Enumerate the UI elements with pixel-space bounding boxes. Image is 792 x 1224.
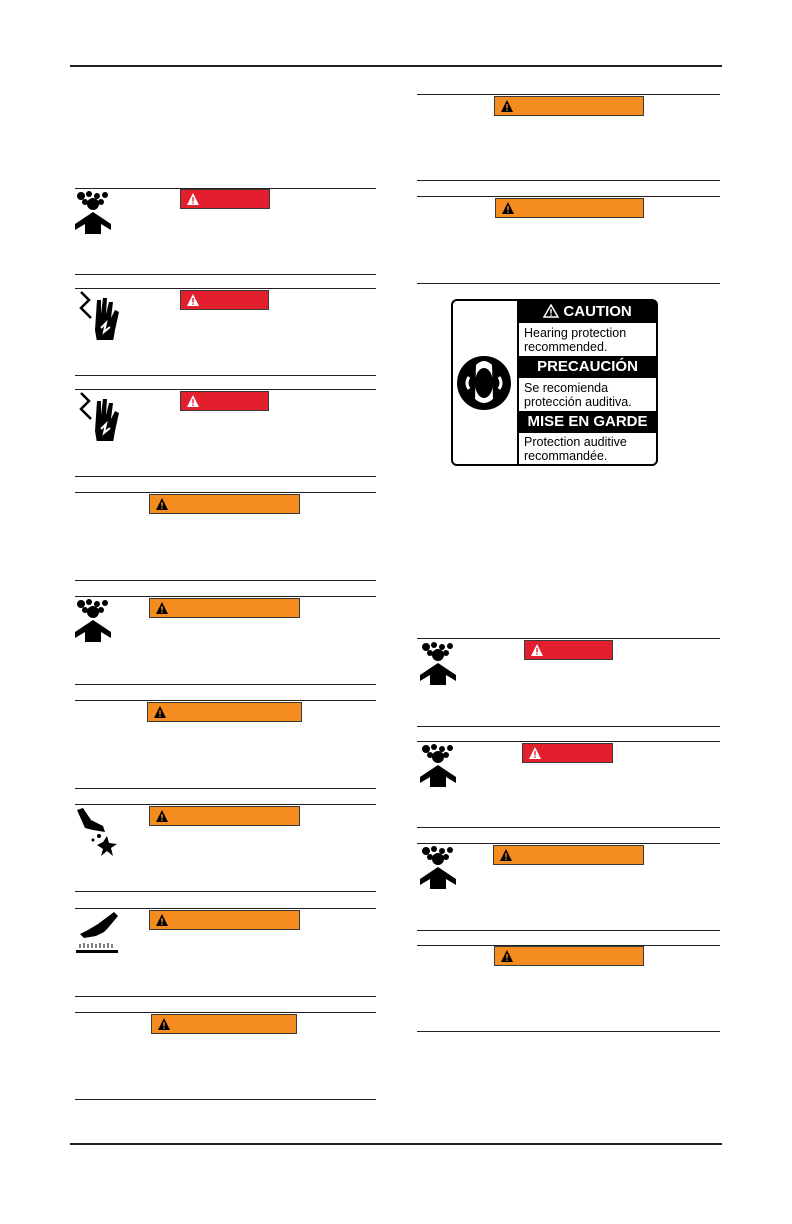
electric-shock-icon bbox=[75, 290, 121, 334]
danger-banner bbox=[180, 391, 269, 411]
precaucion-text-line: protección auditiva. bbox=[524, 395, 632, 409]
section-rule bbox=[417, 930, 720, 931]
section-rule bbox=[75, 389, 376, 390]
section-rule bbox=[75, 891, 376, 892]
hot-surface-icon bbox=[74, 910, 120, 956]
warning-triangle-icon bbox=[543, 304, 559, 318]
flying-debris-hand-icon bbox=[73, 806, 119, 862]
section-rule bbox=[75, 908, 376, 909]
warning-banner bbox=[149, 494, 300, 514]
section-rule bbox=[417, 180, 720, 181]
exhaust-fumes-icon bbox=[73, 190, 119, 234]
caution-text-line: Hearing protection bbox=[524, 326, 627, 340]
section-rule bbox=[75, 476, 376, 477]
precaucion-text bbox=[524, 381, 654, 409]
danger-banner bbox=[180, 290, 269, 310]
section-rule bbox=[417, 827, 720, 828]
section-rule bbox=[75, 596, 376, 597]
section-rule bbox=[75, 788, 376, 789]
mise-text bbox=[524, 435, 654, 463]
mise-text-line: Protection auditive bbox=[524, 435, 627, 449]
section-rule bbox=[417, 1031, 720, 1032]
section-rule bbox=[417, 638, 720, 639]
section-rule bbox=[75, 1099, 376, 1100]
section-rule bbox=[417, 843, 720, 844]
warning-banner bbox=[149, 806, 300, 826]
section-rule bbox=[417, 94, 720, 95]
section-rule bbox=[75, 684, 376, 685]
section-rule bbox=[75, 375, 376, 376]
exhaust-fumes-icon bbox=[418, 641, 464, 685]
label-text-panel bbox=[517, 301, 656, 464]
hearing-protection-label bbox=[451, 299, 658, 466]
warning-banner bbox=[494, 96, 644, 116]
section-rule bbox=[75, 1012, 376, 1013]
section-rule bbox=[75, 804, 376, 805]
header-rule bbox=[70, 65, 722, 67]
danger-banner bbox=[524, 640, 613, 660]
section-rule bbox=[75, 288, 376, 289]
section-rule bbox=[75, 492, 376, 493]
exhaust-fumes-icon bbox=[418, 743, 464, 787]
warning-banner bbox=[494, 946, 644, 966]
section-rule bbox=[417, 196, 720, 197]
exhaust-fumes-icon bbox=[73, 598, 119, 642]
warning-banner bbox=[495, 198, 644, 218]
section-rule bbox=[75, 996, 376, 997]
warning-banner bbox=[151, 1014, 297, 1034]
mise-text-line: recommandée. bbox=[524, 449, 608, 463]
section-rule bbox=[417, 741, 720, 742]
warning-banner bbox=[147, 702, 302, 722]
precaucion-text-line: Se recomienda bbox=[524, 381, 609, 395]
caution-text bbox=[524, 326, 654, 354]
mise-heading-bar bbox=[519, 411, 656, 433]
ear-protection-icon bbox=[453, 301, 517, 463]
danger-banner bbox=[180, 189, 270, 209]
caution-heading-bar bbox=[519, 301, 656, 323]
section-rule bbox=[75, 700, 376, 701]
caution-text-line: recommended. bbox=[524, 340, 608, 354]
section-rule bbox=[417, 726, 720, 727]
exhaust-fumes-icon bbox=[418, 845, 464, 889]
section-rule bbox=[417, 283, 720, 284]
electric-shock-icon bbox=[75, 391, 121, 435]
danger-banner bbox=[522, 743, 613, 763]
warning-banner bbox=[149, 910, 300, 930]
caution-heading: CAUTION bbox=[563, 303, 632, 320]
footer-rule bbox=[70, 1143, 722, 1145]
precaucion-heading-bar bbox=[519, 356, 656, 378]
warning-banner bbox=[493, 845, 644, 865]
precaucion-heading: PRECAUCIÓN bbox=[537, 358, 638, 375]
section-rule bbox=[75, 580, 376, 581]
section-rule bbox=[75, 274, 376, 275]
warning-banner bbox=[149, 598, 300, 618]
mise-heading: MISE EN GARDE bbox=[527, 413, 648, 430]
